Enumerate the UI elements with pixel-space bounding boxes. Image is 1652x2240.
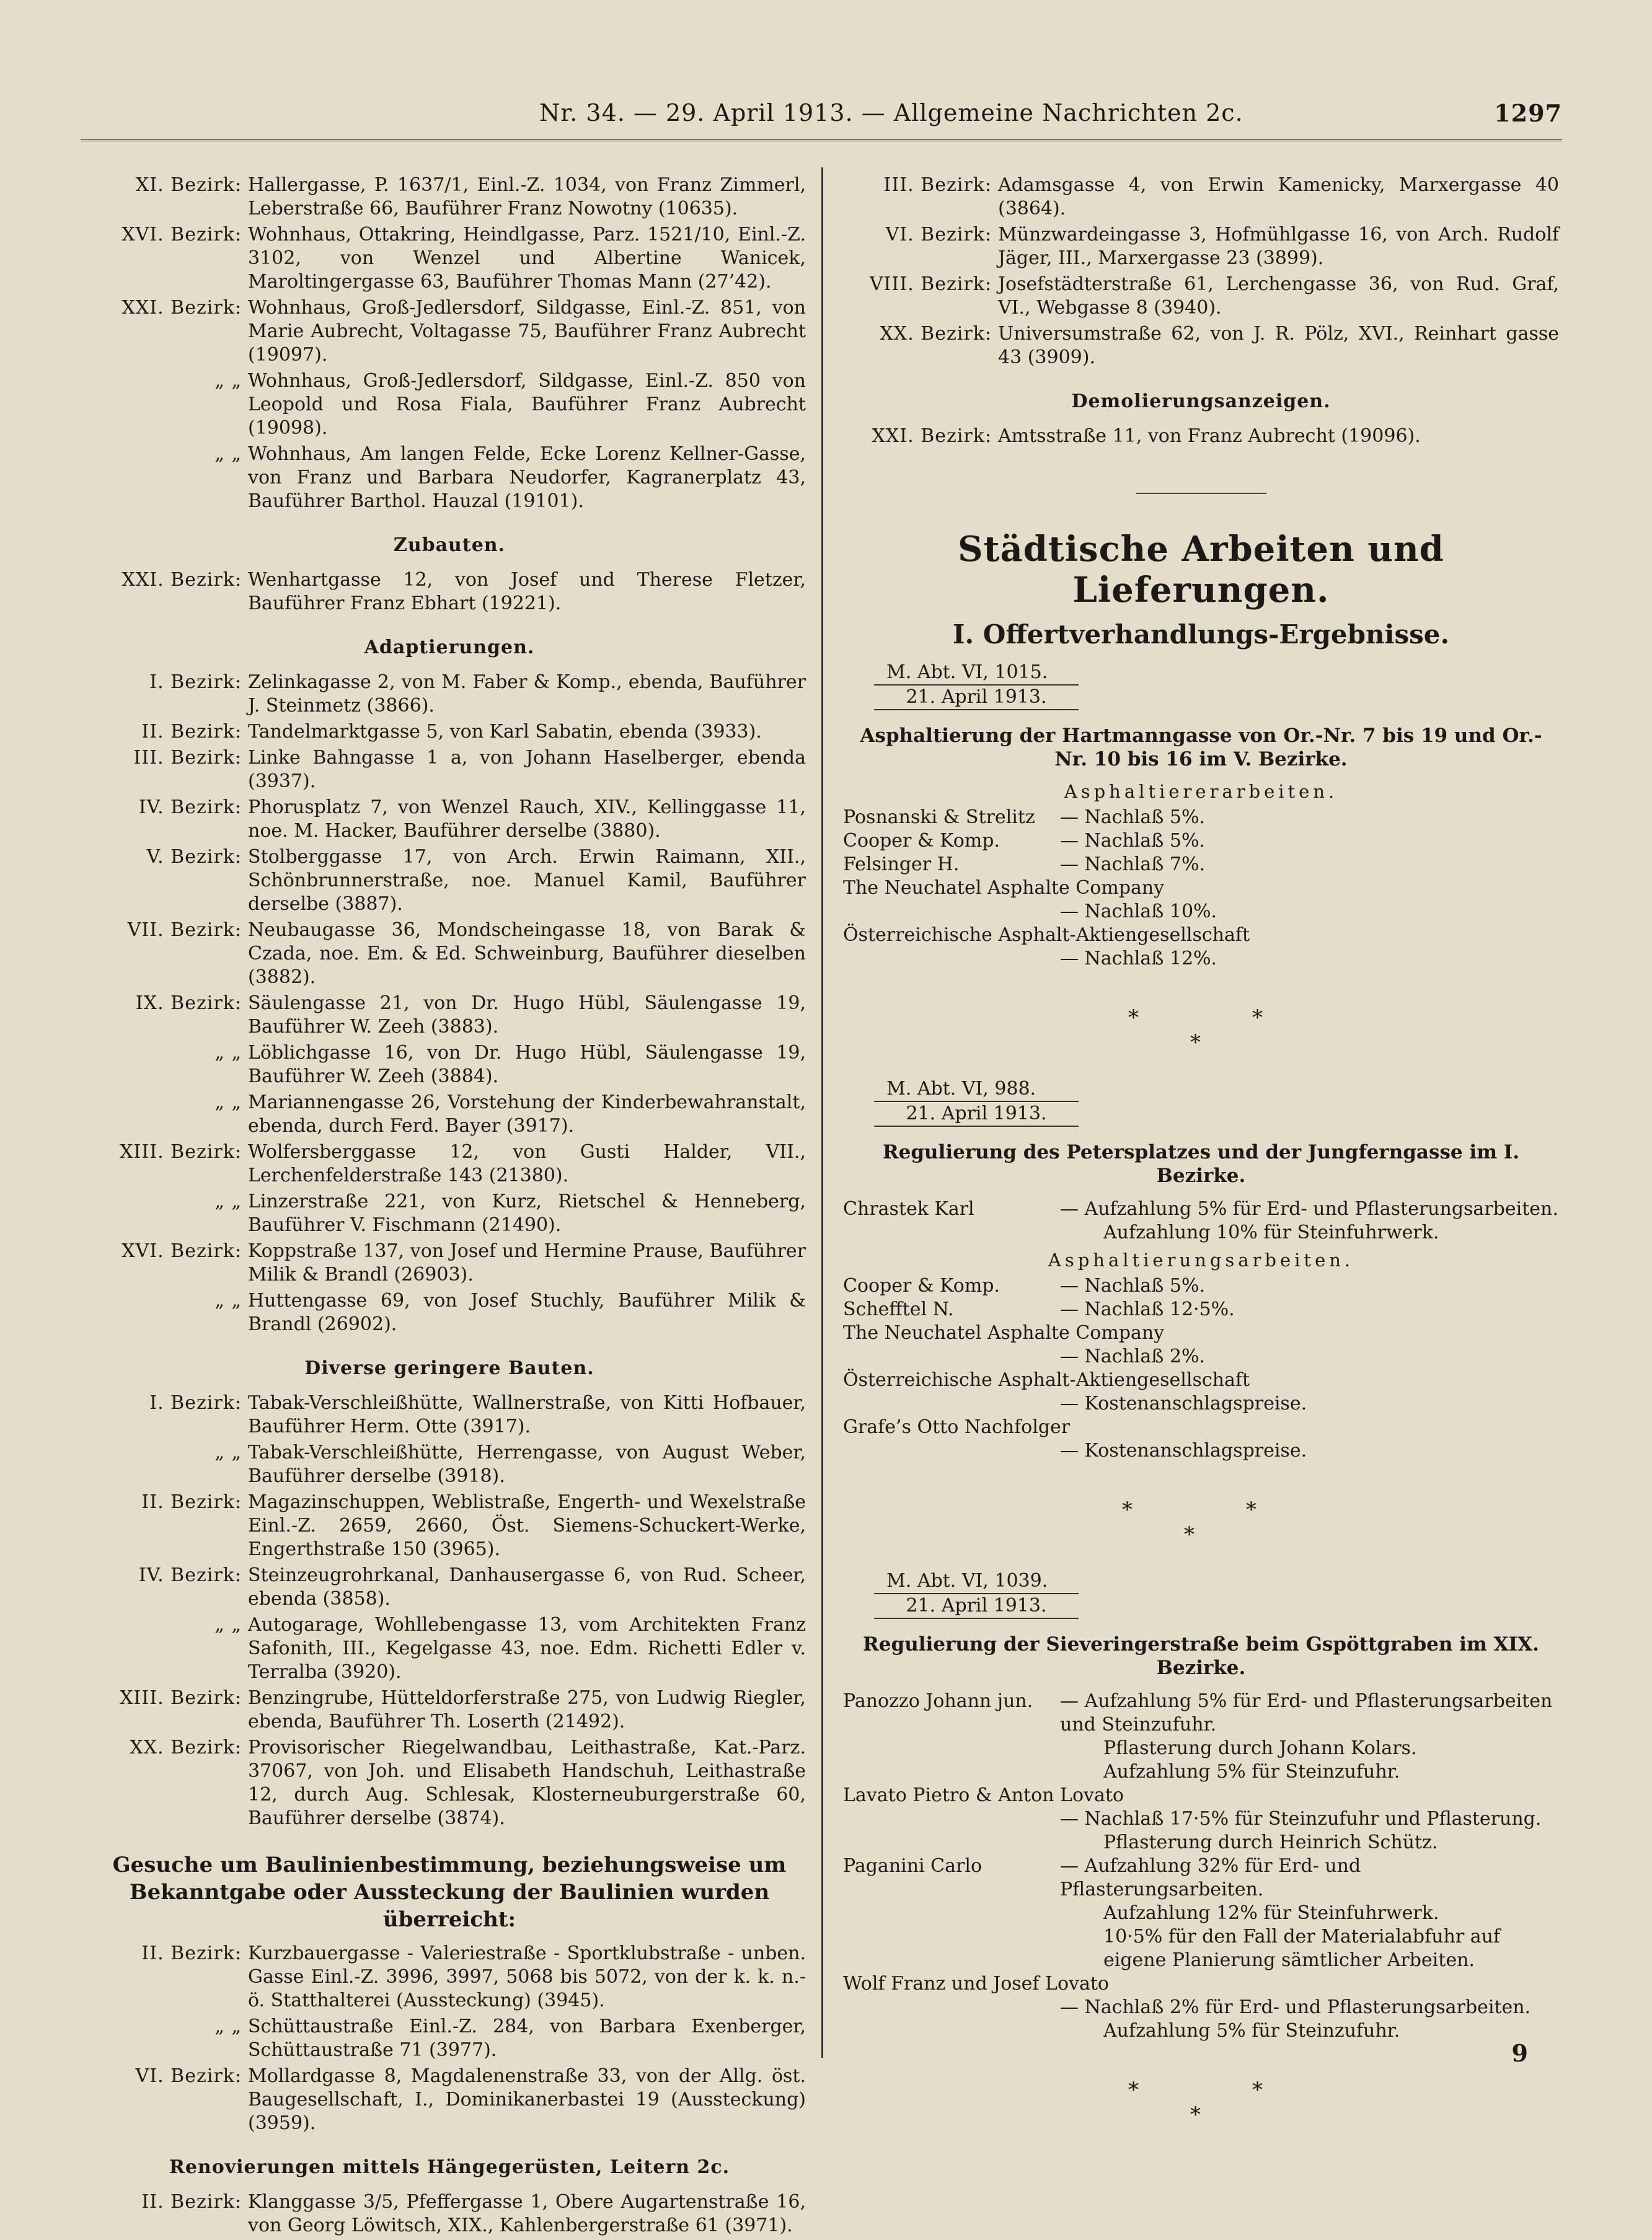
star: * xyxy=(1122,1497,1133,1522)
district: XXI. Bezirk: xyxy=(872,425,992,447)
left-column xyxy=(93,174,806,2240)
list-item xyxy=(93,1289,806,1336)
bid-result: — Nachlaß 5%. xyxy=(1060,806,1205,828)
district: IV. Bezirk: xyxy=(138,796,242,818)
bidder: Cooper & Komp. xyxy=(843,830,1000,852)
entry-text: Tandelmarktgasse 5, von Karl Sabatin, ebenda (3933). xyxy=(248,721,762,743)
bidder: Panozzo Johann jun. xyxy=(843,1690,1033,1712)
list-item xyxy=(93,223,806,294)
district: „ „ xyxy=(214,1191,242,1212)
entry-text: Adamsgasse 4, von Erwin Kamenicky, Marxergasse 40 (3864). xyxy=(998,174,1559,219)
list-item xyxy=(93,1942,806,2013)
list-item xyxy=(93,746,806,793)
bidder: The Neuchatel Asphalte Company xyxy=(843,1322,1165,1344)
entry-text: Phorusplatz 7, von Wenzel Rauch, XIV., Kellinggasse 11, noe. M. Hacker, Bauführer derselbe (3880). xyxy=(248,796,806,842)
tender-date: 21. April 1913. xyxy=(874,1101,1079,1127)
district: XIII. Bezirk: xyxy=(120,1141,242,1163)
entry-text: Autogarage, Wohllebengasse 13, vom Architekten Franz Safonith, III., Kegelgasse 43, noe. Edm. Richetti Edler v. Terralba (3920). xyxy=(248,1614,806,1683)
district: IX. Bezirk: xyxy=(135,992,242,1014)
district: XVI. Bezirk: xyxy=(121,1240,242,1262)
entry-text: Benzingrube, Hütteldorferstraße 275, von Ludwig Riegler, ebenda, Bauführer Th. Loserth (21492). xyxy=(248,1687,806,1732)
bid-result: Pflasterung durch Heinrich Schütz. xyxy=(1103,1832,1438,1853)
list-item xyxy=(93,671,806,718)
bid-row xyxy=(843,853,1559,876)
list-item xyxy=(93,1491,806,1561)
list-item xyxy=(93,845,806,916)
entry-text: Wohnhaus, Groß-Jedlersdorf, Sildgasse, Einl.-Z. 851, von Marie Aubrecht, Voltagasse 75, Bauführer Franz Aubrecht (19097). xyxy=(248,297,806,366)
district: II. Bezirk: xyxy=(141,1491,242,1513)
bid-result: — Kostenanschlagspreise. xyxy=(1060,1393,1307,1414)
list-item xyxy=(93,796,806,843)
bidder: Österreichische Asphalt-Aktiengesellschaft xyxy=(843,1369,1250,1391)
list-item xyxy=(93,2015,806,2062)
list-item xyxy=(93,2190,806,2238)
project-title: Regulierung der Sieveringerstraße beim Gspöttgraben im XIX. Bezirke. xyxy=(863,1633,1539,1679)
district: IV. Bezirk: xyxy=(138,1564,242,1586)
bid-result: Pflasterung durch Johann Kolars. xyxy=(1103,1737,1417,1759)
intro-list xyxy=(93,174,806,513)
entry-text: Wohnhaus, Am langen Felde, Ecke Lorenz Kellner-Gasse, von Franz und Barbara Neudorfer, Kagranerplatz 43, Bauführer Barthol. Hauzal (19101). xyxy=(248,443,806,512)
entry-text: Wolfersberggasse 12, von Gusti Halder, VII., Lerchenfelderstraße 143 (21380). xyxy=(248,1141,806,1186)
entry-text: Schüttaustraße Einl.-Z. 284, von Barbara Exenberger, Schüttaustraße 71 (3977). xyxy=(248,2016,806,2061)
list-item xyxy=(93,1190,806,1237)
bidder: Cooper & Komp. xyxy=(843,1275,1000,1297)
bid-result: Aufzahlung 12% für Steinfuhrwerk. xyxy=(1103,1902,1439,1924)
work-category: Asphaltiererarbeiten. xyxy=(1064,781,1338,802)
section-heading-adaptierungen: Adaptierungen. xyxy=(364,637,535,658)
bid-row xyxy=(843,1274,1559,1298)
entry-text: Münzwardeingasse 3, Hofmühlgasse 16, von Arch. Rudolf Jäger, III., Marxergasse 23 (3899). xyxy=(998,224,1559,269)
district: XI. Bezirk: xyxy=(135,174,242,196)
list-item xyxy=(93,992,806,1039)
list-item xyxy=(93,1736,806,1830)
department-reference: M. Abt. VI, 1015. xyxy=(886,661,1048,683)
sub-title: I. Offertverhandlungs-Ergebnisse. xyxy=(952,619,1450,650)
list-item xyxy=(93,2065,806,2135)
bid-result: — Aufzahlung 5% für Erd- und Pflasterungsarbeiten. xyxy=(1060,1198,1558,1220)
district: XX. Bezirk: xyxy=(880,323,992,345)
bid-result: — Nachlaß 17·5% für Steinzufuhr und Pflasterung. xyxy=(1060,1808,1542,1830)
district: „ „ xyxy=(214,1614,242,1636)
signature-mark: 9 xyxy=(1511,2039,1528,2067)
star: * xyxy=(1184,1522,1195,1547)
district: VIII. Bezirk: xyxy=(869,273,992,295)
district: „ „ xyxy=(214,1290,242,1312)
bidder: Paganini Carlo xyxy=(843,1855,983,1877)
bidder: Felsinger H. xyxy=(843,853,960,875)
bid-row xyxy=(843,1690,1559,1737)
list-item xyxy=(93,1391,806,1439)
tender-block-1039 xyxy=(843,1569,1559,2043)
list-item xyxy=(93,443,806,513)
list-item xyxy=(93,1613,806,1684)
entry-text: Koppstraße 137, von Josef und Hermine Prause, Bauführer Milik & Brandl (26903). xyxy=(248,1240,806,1285)
district: II. Bezirk: xyxy=(141,1942,242,1964)
section-heading-baulinien: Gesuche um Baulinienbestimmung, beziehungsweise um Bekanntgabe oder Aussteckung der Baulinien wurden überreicht: xyxy=(112,1853,787,1932)
list-item xyxy=(93,919,806,989)
main-title: Städtische Arbeiten und Lieferungen. xyxy=(958,529,1444,611)
entry-text: Provisorischer Riegelwandbau, Leithastraße, Kat.-Parz. 37067, von Joh. und Elisabeth Handschuh, Leithastraße 12, durch Aug. Schlesak, Klosterneuburgerstraße 60, Bauführer derselbe (3874). xyxy=(248,1737,806,1829)
bid-result: Aufzahlung 10% für Steinfuhrwerk. xyxy=(1103,1222,1439,1243)
bid-result: — Nachlaß 12·5%. xyxy=(1060,1299,1235,1320)
district: I. Bezirk: xyxy=(149,671,242,693)
district: „ „ xyxy=(214,1091,242,1113)
bid-result: Aufzahlung 5% für Steinzufuhr. xyxy=(1103,2020,1400,2042)
district: „ „ xyxy=(214,2016,242,2037)
entry-text: Wohnhaus, Ottakring, Heindlgasse, Parz. 1521/10, Einl.-Z. 3102, von Wenzel und Albertine Wanicek, Maroltingergasse 63, Bauführer Thomas Mann (27’42). xyxy=(248,224,806,293)
department-reference: M. Abt. VI, 988. xyxy=(886,1078,1036,1100)
section-heading-demolierung: Demolierungsanzeigen. xyxy=(1071,390,1331,412)
entry-text: Säulengasse 21, von Dr. Hugo Hübl, Säulengasse 19, Bauführer W. Zeeh (3883). xyxy=(248,992,806,1038)
section-heading-diverse: Diverse geringere Bauten. xyxy=(304,1357,594,1379)
list-item xyxy=(93,1091,806,1138)
list-item xyxy=(843,425,1559,448)
bidder: Posnanski & Strelitz xyxy=(843,806,1035,828)
star: * xyxy=(1128,1005,1139,1030)
list-item xyxy=(843,174,1559,221)
district: III. Bezirk: xyxy=(133,747,242,769)
star: * xyxy=(1252,2078,1263,2102)
bid-result: — Nachlaß 5%. xyxy=(1060,1275,1205,1297)
district: XVI. Bezirk: xyxy=(121,224,242,245)
bidder: The Neuchatel Asphalte Company xyxy=(843,877,1165,899)
section-rule xyxy=(1136,493,1266,494)
entry-text: Wohnhaus, Groß-Jedlersdorf, Sildgasse, Einl.-Z. 850 von Leopold und Rosa Fiala, Bauführer Franz Aubrecht (19098). xyxy=(248,370,806,439)
page-number: 1297 xyxy=(1494,99,1562,127)
section-heading-zubauten: Zubauten. xyxy=(393,534,506,556)
bid-row xyxy=(843,1854,1559,1902)
bid-result: — Nachlaß 7%. xyxy=(1060,853,1205,875)
list-item xyxy=(843,273,1559,320)
separator-stars xyxy=(843,987,1559,1061)
separator-stars xyxy=(843,2059,1559,2133)
district: II. Bezirk: xyxy=(141,2191,242,2213)
list-item xyxy=(93,1140,806,1188)
bidder: Grafe’s Otto Nachfolger xyxy=(843,1416,1071,1438)
tender-date: 21. April 1913. xyxy=(874,684,1079,710)
entry-text: Huttengasse 69, von Josef Stuchly, Bauführer Milik & Brandl (26902). xyxy=(248,1290,806,1335)
list-item xyxy=(93,1441,806,1488)
district: „ „ xyxy=(214,1042,242,1064)
entry-text: Amtsstraße 11, von Franz Aubrecht (19096). xyxy=(998,425,1421,447)
list-item xyxy=(93,296,806,367)
district: VI. Bezirk: xyxy=(885,224,992,245)
district: XXI. Bezirk: xyxy=(121,297,242,319)
running-header xyxy=(81,99,1562,136)
district: I. Bezirk: xyxy=(149,1392,242,1414)
tender-block-988 xyxy=(843,1077,1559,1463)
bid-result: — Nachlaß 10%. xyxy=(1060,901,1217,922)
district: „ „ xyxy=(214,370,242,392)
district: XXI. Bezirk: xyxy=(121,569,242,591)
entry-text: Klanggasse 3/5, Pfeffergasse 1, Obere Augartenstraße 16, von Georg Löwitsch, XIX., Kahlenbergerstraße 61 (3971). xyxy=(248,2191,806,2236)
work-category: Asphaltierungsarbeiten. xyxy=(1048,1250,1354,1271)
bid-result: 10·5% für den Fall der Materialabfuhr auf eigene Planierung sämtlicher Arbeiten. xyxy=(1103,1926,1501,1971)
entry-text: Kurzbauergasse - Valeriestraße - Sportklubstraße - unben. Gasse Einl.-Z. 3996, 3997, 5068 bis 5072, von der k. k. n.-ö. Statthalterei (Aussteckung) (3945). xyxy=(248,1942,806,2011)
star: * xyxy=(1190,2102,1201,2127)
bid-result: — Aufzahlung 32% für Erd- und Pflasterungsarbeiten. xyxy=(1060,1855,1361,1900)
star: * xyxy=(1128,2078,1139,2102)
issue-line: Nr. 34. — 29. April 1913. — Allgemeine Nachrichten 2c. xyxy=(539,99,1243,126)
district: V. Bezirk: xyxy=(146,846,242,868)
list-item xyxy=(843,322,1559,369)
entry-text: Linke Bahngasse 1 a, von Johann Haselberger, ebenda (3937). xyxy=(248,747,806,792)
bidder: Chrastek Karl xyxy=(843,1198,974,1220)
tender-block-1015 xyxy=(843,661,1559,971)
bidder: Lavato Pietro & Anton Lovato xyxy=(843,1784,1124,1806)
entry-text: Wenhartgasse 12, von Josef und Therese Fletzer, Bauführer Franz Ebhart (19221). xyxy=(248,569,806,614)
bid-row xyxy=(843,1298,1559,1321)
bid-row xyxy=(843,806,1559,829)
bid-result: — Kostenanschlagspreise. xyxy=(1060,1440,1307,1462)
star: * xyxy=(1246,1497,1257,1522)
entry-text: Josefstädterstraße 61, Lerchengasse 36, von Rud. Graf, VI., Webgasse 8 (3940). xyxy=(998,273,1559,319)
entry-text: Magazinschuppen, Weblistraße, Engerth- und Wexelstraße Einl.-Z. 2659, 2660, Öst. Siemens-Schuckert-Werke, Engerthstraße 150 (3965). xyxy=(248,1491,806,1560)
department-reference: M. Abt. VI, 1039. xyxy=(886,1570,1048,1592)
list-item xyxy=(93,369,806,440)
bid-row xyxy=(843,1197,1559,1221)
bid-result: — Nachlaß 5%. xyxy=(1060,830,1205,852)
list-item xyxy=(843,223,1559,270)
project-title: Regulierung des Petersplatzes und der Jungferngasse im I. Bezirke. xyxy=(882,1141,1520,1187)
bid-result: Aufzahlung 5% für Steinzufuhr. xyxy=(1103,1761,1400,1783)
entry-text: Neubaugasse 36, Mondscheingasse 18, von Barak & Czada, noe. Em. & Ed. Schweinburg, Bauführer dieselben (3882). xyxy=(248,919,806,988)
right-column xyxy=(843,174,1559,2150)
bidder: Wolf Franz und Josef Lovato xyxy=(843,1973,1109,1995)
district: XIII. Bezirk: xyxy=(120,1687,242,1709)
bid-row xyxy=(843,829,1559,853)
list-item xyxy=(93,1041,806,1088)
separator-stars xyxy=(843,1479,1559,1553)
district: „ „ xyxy=(214,1442,242,1463)
bidder: Österreichische Asphalt-Aktiengesellschaft xyxy=(843,924,1250,946)
list-item xyxy=(93,1564,806,1611)
entry-text: Stolberggasse 17, von Arch. Erwin Raimann, XII., Schönbrunnerstraße, noe. Manuel Kamil, Bauführer derselbe (3887). xyxy=(248,846,806,915)
star: * xyxy=(1190,1030,1201,1055)
list-item xyxy=(93,568,806,615)
entry-text: Hallergasse, P. 1637/1, Einl.-Z. 1034, von Franz Zimmerl, Leberstraße 66, Bauführer Franz Nowotny (10635). xyxy=(248,174,806,219)
district: VI. Bezirk: xyxy=(135,2065,242,2087)
entry-text: Linzerstraße 221, von Kurz, Rietschel & Henneberg, Bauführer V. Fischmann (21490). xyxy=(248,1191,806,1236)
column-divider xyxy=(821,167,823,2058)
entry-text: Zelinkagasse 2, von M. Faber & Komp., ebenda, Bauführer J. Steinmetz (3866). xyxy=(248,671,806,717)
entry-text: Tabak-Verschleißhütte, Herrengasse, von August Weber, Bauführer derselbe (3918). xyxy=(248,1442,806,1487)
list-item xyxy=(93,720,806,744)
district: VII. Bezirk: xyxy=(127,919,242,941)
list-item xyxy=(93,1240,806,1287)
entry-text: Universumstraße 62, von J. R. Pölz, XVI., Reinhart gasse 43 (3909). xyxy=(998,323,1559,368)
district: XX. Bezirk: xyxy=(130,1737,242,1758)
entry-text: Mollardgasse 8, Magdalenenstraße 33, von der Allg. öst. Baugesellschaft, I., Dominikanerbastei 19 (Aussteckung) (3959). xyxy=(248,2065,806,2134)
list-item xyxy=(93,174,806,221)
list-item xyxy=(93,1687,806,1734)
bid-result: — Nachlaß 2%. xyxy=(1060,1346,1205,1367)
bidder: Schefftel N. xyxy=(843,1299,954,1320)
entry-text: Steinzeugrohrkanal, Danhausergasse 6, von Rud. Scheer, ebenda (3858). xyxy=(248,1564,806,1610)
section-heading-renovierungen: Renovierungen mittels Hängegerüsten, Leitern 2c. xyxy=(169,2156,730,2178)
project-title: Asphaltierung der Hartmanngasse von Or.-Nr. 7 bis 19 und Or.-Nr. 10 bis 16 im V. Bezirke. xyxy=(860,725,1542,770)
tender-date: 21. April 1913. xyxy=(874,1593,1079,1619)
entry-text: Mariannengasse 26, Vorstehung der Kinderbewahranstalt, ebenda, durch Ferd. Bayer (3917). xyxy=(248,1091,806,1137)
bid-result: — Nachlaß 12%. xyxy=(1060,948,1217,969)
entry-text: Tabak-Verschleißhütte, Wallnerstraße, von Kitti Hofbauer, Bauführer Herm. Otte (3917). xyxy=(248,1392,806,1437)
district: III. Bezirk: xyxy=(883,174,992,196)
star: * xyxy=(1252,1005,1263,1030)
entry-text: Löblichgasse 16, von Dr. Hugo Hübl, Säulengasse 19, Bauführer W. Zeeh (3884). xyxy=(248,1042,806,1087)
bid-result: — Aufzahlung 5% für Erd- und Pflasterungsarbeiten und Steinzufuhr. xyxy=(1060,1690,1553,1735)
district: „ „ xyxy=(214,443,242,465)
district: II. Bezirk: xyxy=(141,721,242,743)
bid-result: — Nachlaß 2% für Erd- und Pflasterungsarbeiten. xyxy=(1060,1996,1531,2018)
header-rule xyxy=(81,139,1562,148)
